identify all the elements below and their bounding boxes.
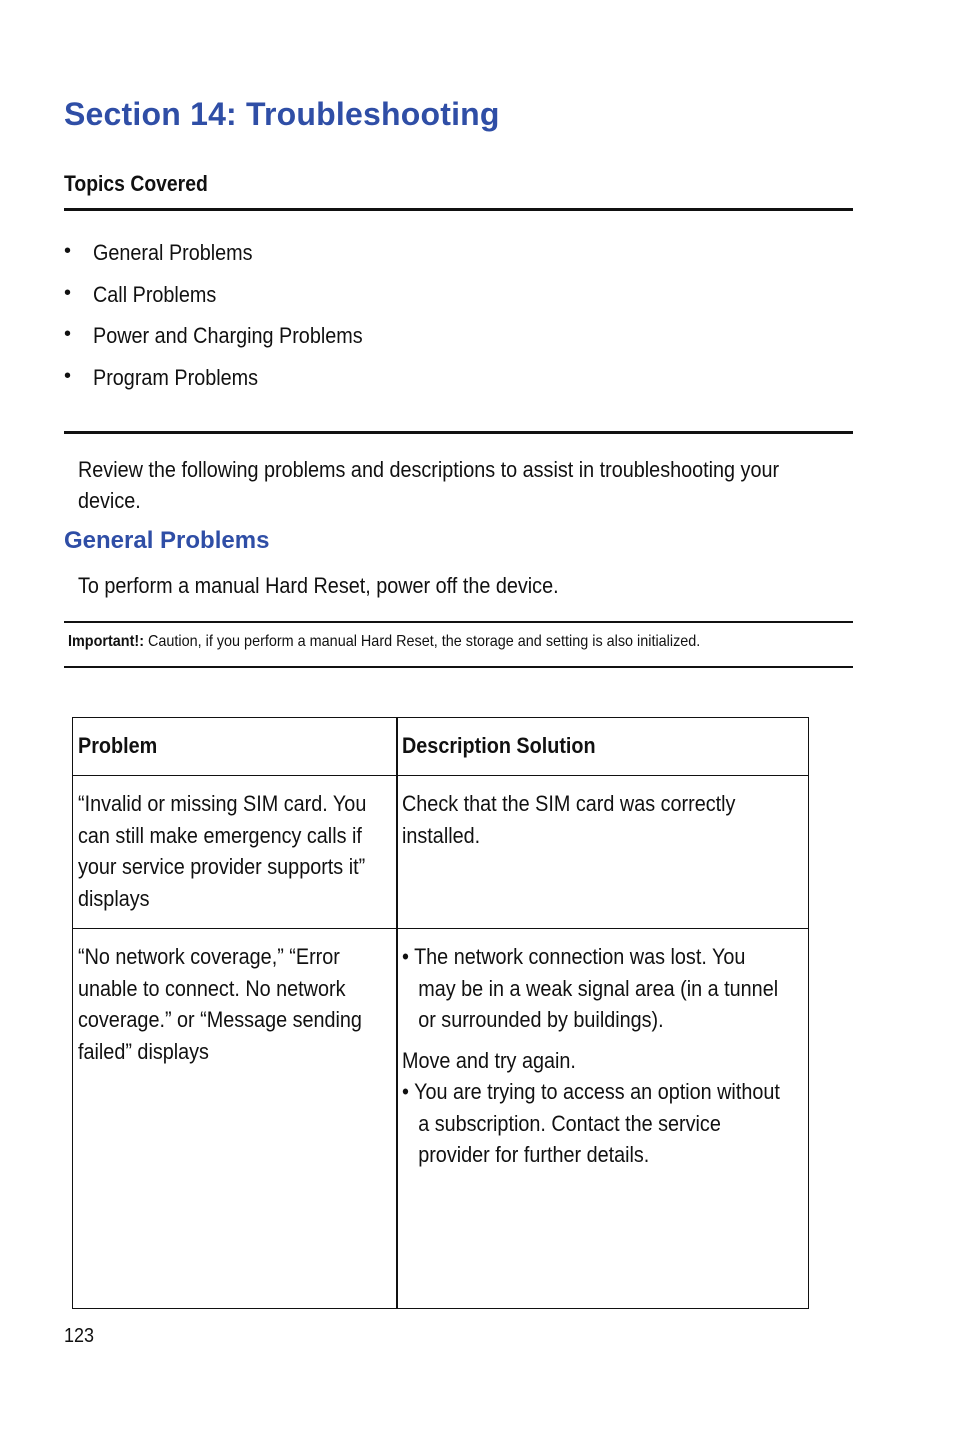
divider [64,666,853,668]
topic-label: Program Problems [93,364,259,390]
topic-label: Power and Charging Problems [93,323,363,348]
row2-problem: “No network coverage,” “Error unable to connect. No network coverage.” or “Message sending failed” displays [78,944,362,1064]
intro-line: Review the following problems and descriptions to assist in troubleshooting your [78,457,780,482]
list-item [64,240,393,282]
solution-bullet-line: • The network connection was lost. You [402,944,746,969]
important-label: Important!: [68,633,144,650]
topics-list [64,240,393,406]
list-item [64,323,393,365]
topics-heading: Topics Covered [64,171,208,196]
solution-bullet-line: • You are trying to access an option without [402,1079,780,1104]
section-subheading: General Problems [64,527,270,554]
page-number: 123 [64,1325,95,1347]
list-item [64,282,393,324]
bullet-icon: • [64,323,72,345]
bullet-icon: • [64,240,72,262]
divider [64,621,853,623]
row1-problem: “Invalid or missing SIM card. You can still make emergency calls if your service provider supports it” displays [78,791,367,911]
divider [64,208,853,211]
troubleshooting-table [72,717,809,1309]
header-problem: Problem [78,733,158,758]
important-note [68,633,700,651]
intro-line: device. [78,488,141,513]
divider [64,431,853,434]
important-text: Caution, if you perform a manual Hard Reset, the storage and setting is also initialized. [148,633,701,650]
hard-reset-paragraph [78,570,898,601]
row1-solution: Check that the SIM card was correctly installed. [402,791,736,848]
topic-label: General Problems [93,240,253,265]
bullet-icon: • [64,364,72,387]
row2-solution: • The network connection was lost. You may be in a weak signal area (in a tunnel or surrounded by buildings). Move and try again. • You are trying to access an option without a subscription. Contact the service provider for further details. [402,941,822,1171]
bullet-icon: • [64,281,72,304]
hard-reset-text: To perform a manual Hard Reset, power off the device. [78,573,559,598]
page-title: Section 14: Troubleshooting [64,96,500,132]
header-solution: Description Solution [402,733,596,758]
topic-label: Call Problems [93,281,217,307]
solution-plain-line: Move and try again. [402,1047,576,1073]
intro-paragraph [78,454,898,516]
list-item [64,365,393,407]
